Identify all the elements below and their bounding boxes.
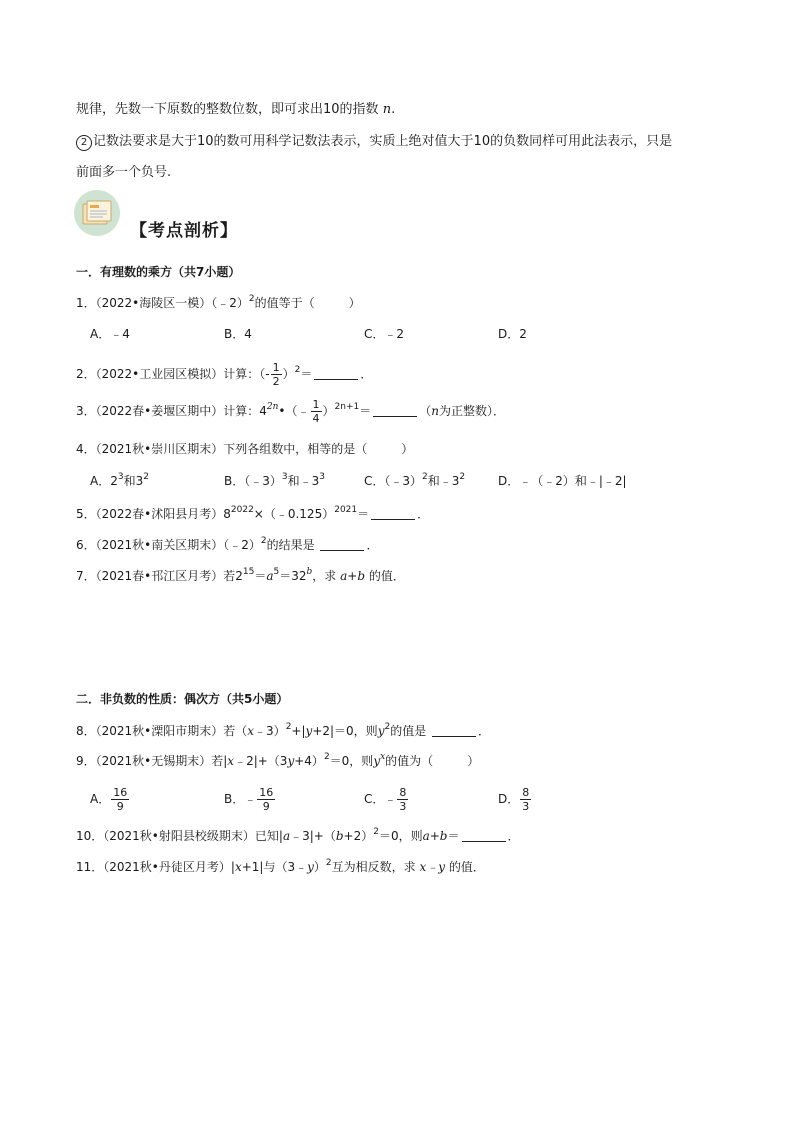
answer-blank bbox=[314, 367, 358, 380]
question-4-option-d: D．﹣（﹣2）和﹣|﹣2| bbox=[498, 474, 627, 488]
section-title-2: 二．非负数的性质：偶次方（共5小题） bbox=[76, 692, 289, 706]
answer-blank bbox=[320, 538, 364, 551]
circled-number-2: 2 bbox=[76, 135, 92, 151]
question-4-option-b: B．（﹣3）$^3$和$﹣3^3$ bbox=[224, 472, 325, 488]
section-title-1: 一．有理数的乘方（共7小题） bbox=[76, 265, 241, 279]
question-6: 6．（2021秋•南关区期末）（﹣2）$^2$的结果是 ． bbox=[76, 536, 379, 552]
notebook-icon bbox=[74, 190, 120, 236]
question-11: 11．（2021秋•丹徒区月考）|x+1|与（3﹣y）$^2$互为相反数，求 x﹣y 的值． bbox=[76, 858, 485, 874]
question-1-option-a: A．﹣4 bbox=[90, 327, 130, 341]
answer-blank bbox=[432, 724, 476, 737]
question-9-option-a: A． $\frac{16}{9}$ bbox=[90, 786, 128, 813]
heading-title: 【考点剖析】 bbox=[130, 221, 238, 241]
answer-blank bbox=[462, 829, 506, 842]
answer-blank bbox=[371, 507, 415, 520]
question-1-option-c: C．﹣2 bbox=[364, 327, 405, 341]
question-7: 7．（2021春•邗江区月考）若$2^{15}=a^5=32^b$，求 a+b 的值． bbox=[76, 567, 405, 583]
question-9-option-b: B．﹣ $\frac{16}{9}$ bbox=[224, 786, 274, 813]
question-4: 4．（2021秋•崇川区期末）下列各组数中，相等的是（ ） bbox=[76, 442, 414, 456]
answer-blank bbox=[373, 404, 417, 417]
question-1-option-b: B．4 bbox=[224, 327, 252, 341]
question-1-option-d: D．2 bbox=[498, 327, 527, 341]
question-1: 1．（2022•海陵区一模）（﹣2）$^2$的值等于（ ） bbox=[76, 294, 361, 310]
intro-line-3: 前面多一个负号. bbox=[76, 165, 172, 180]
fraction-half: $\frac{1}{2}$ bbox=[272, 361, 280, 388]
question-9-option-d: D． $\frac{8}{3}$ bbox=[498, 786, 530, 813]
question-5: 5．（2022春•沭阳县月考）$8^{2022}\times(﹣0.125)^{2021}=$ ． bbox=[76, 505, 430, 521]
fraction-quarter: $\frac{1}{4}$ bbox=[312, 398, 320, 425]
question-4-option-c: C．（﹣3）$^2$和$﹣3^2$ bbox=[364, 472, 466, 488]
question-9-option-c: C．﹣ $\frac{8}{3}$ bbox=[364, 786, 407, 813]
question-4-option-a: A．$2^3$和$3^2$ bbox=[90, 472, 149, 488]
question-2: 2．（2022•工业园区模拟）计算：（- $\frac{1}{2}$ ）$^2$＝ ． bbox=[76, 361, 373, 388]
intro-line-2: 2 记数法要求是大于10的数可用科学记数法表示，实质上绝对值大于10的负数同样可用此法表示，只是 bbox=[76, 133, 672, 151]
question-10: 10．（2021秋•射阳县校级期末）已知$|a﹣3|+(b+2)^2=0$，则a+b＝ ． bbox=[76, 827, 520, 843]
question-3: 3．（2022春•姜堰区期中）计算：$4^{2n}•(﹣$ $\frac{1}{4}$ ）$^{2n+1}$＝ （n为正整数）． bbox=[76, 398, 506, 425]
question-8: 8．（2021秋•溧阳市期末）若（x﹣3）$^2$+|y+2|＝0，则$y^2$的值是 ． bbox=[76, 722, 491, 738]
question-9: 9．（2021秋•无锡期末）若$|x﹣2|+(3y+4)^2=0$，则$y^x$的值为（ ） bbox=[76, 752, 480, 768]
intro-line-1: 规律，先数一下原数的整数位数，即可求出10的指数 n. bbox=[76, 102, 396, 117]
